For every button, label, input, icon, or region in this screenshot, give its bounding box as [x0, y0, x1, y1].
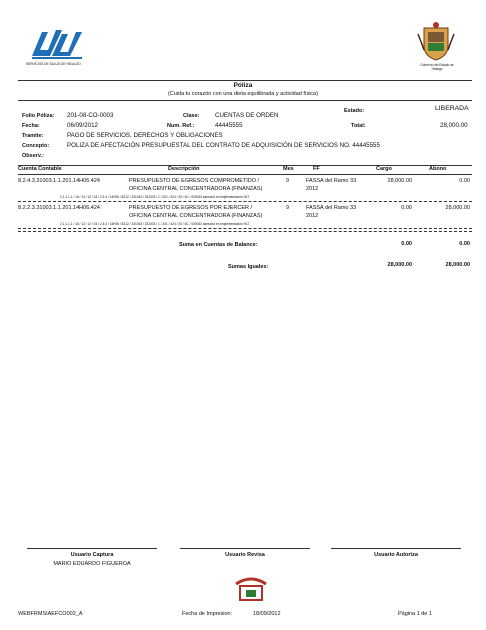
- row-desc-line1: PRESUPUESTO DE EGRESOS COMPROMETIDO /: [129, 178, 260, 184]
- row-separator: [18, 201, 472, 202]
- col-abono: Abono: [429, 166, 447, 172]
- left-logo-caption: SERVICIOS DE SALUD DE HIDALGO: [26, 62, 81, 66]
- right-logo: [416, 20, 456, 72]
- signature-line-autoriza: [331, 548, 461, 549]
- estado-value: LIBERADA: [435, 105, 469, 112]
- concepto-label: Concepto:: [22, 143, 50, 149]
- row-detail: 2.1.1.1.1 / 16 / 13 / 12 / 04 / 2.3.4 / 14H06 / 8212 / 331043 / 331003 / 1 / 201 / 424 / 25 / 6C / 000043 asesoría en implementación HLT: [60, 222, 250, 226]
- table-header-rule: [18, 174, 472, 175]
- total-label: Total:: [351, 123, 366, 129]
- balance-abono: 0.00: [459, 241, 470, 247]
- table-top-rule: [18, 165, 472, 166]
- clase-label: Clase:: [183, 113, 200, 119]
- numref-label: Num. Ref.:: [167, 123, 195, 129]
- print-date-label: Fecha de Impresion:: [182, 611, 233, 617]
- col-descripcion: Descripción: [168, 166, 200, 172]
- page-subtitle: (Cuida tu corazón con una dieta equilibrada y actividad física): [167, 91, 319, 97]
- col-mes: Mes: [283, 166, 294, 172]
- row-separator: [18, 228, 472, 229]
- row-desc-line2: OFICINA CENTRAL CONCENTRADORA (FINANZAS): [129, 213, 263, 219]
- table-bottom-rule: [18, 231, 472, 232]
- page-title: Póliza: [233, 82, 253, 89]
- row-abono: 28,000.00: [445, 205, 470, 211]
- row-ff-line2: 2012: [306, 213, 319, 219]
- row-cuenta: 8.2.2.3.31003.1.1.201.14H06.424: [18, 205, 100, 211]
- coat-of-arms-icon: [416, 20, 456, 62]
- col-cargo: Cargo: [376, 166, 392, 172]
- balance-cargo: 0.00: [401, 241, 412, 247]
- iguales-label: Sumas Iguales:: [228, 264, 269, 270]
- folio-label: Folio Póliza:: [22, 113, 55, 119]
- numref-value: 44445555: [215, 122, 243, 129]
- folio-value: 201-08-CO-0003: [67, 112, 114, 119]
- tramite-value: PAGO DE SERVICIOS, DERECHOS Y OBLIGACIONES: [67, 132, 223, 139]
- concepto-value: POLIZA DE AFECTACIÓN PRESUPUESTAL DEL CONTRATO DE ADQUISICIÓN DE SERVICIOS NO. 44445555: [67, 142, 380, 149]
- tramite-label: Tramite:: [22, 133, 44, 139]
- row-cargo: 28,000.00: [387, 178, 412, 184]
- row-cuenta: 8.2.4.3.31003.1.1.201.14H06.424: [18, 178, 100, 184]
- captura-label: Usuario Captura: [70, 552, 114, 558]
- footer-logo: [234, 574, 268, 604]
- ssh-logo-icon: [28, 22, 84, 62]
- row-ff-line2: 2012: [306, 186, 319, 192]
- total-value: 28,000.00: [440, 122, 468, 129]
- revisa-label: Usuario Revisa: [225, 552, 265, 558]
- row-desc-line1: PRESUPUESTO DE EGRESOS POR EJERCER /: [129, 205, 253, 211]
- header-rule: [18, 80, 472, 81]
- fecha-label: Fecha:: [22, 123, 40, 129]
- clase-value: CUENTAS DE ORDEN: [215, 112, 279, 119]
- autoriza-label: Usuario Autoriza: [374, 552, 418, 558]
- row-desc-line2: OFICINA CENTRAL CONCENTRADORA (FINANZAS): [129, 186, 263, 192]
- page-number: Página 1 de 1: [398, 611, 432, 617]
- left-logo: [28, 22, 84, 70]
- footer-emblem-icon: [234, 574, 268, 604]
- balance-label: Suma en Cuentas de Balance:: [179, 242, 258, 248]
- right-logo-caption: Gobierno del Estado de Hidalgo: [420, 63, 454, 71]
- row-mes: 9: [286, 178, 290, 184]
- iguales-abono: 28,000.00: [445, 262, 470, 268]
- report-id: WEBFRMSIAEFCO002_A: [18, 611, 83, 617]
- col-ff: FF: [313, 166, 320, 172]
- print-date-value: 18/09/2012: [253, 611, 281, 617]
- row-ff-line1: FASSA del Ramo 33: [306, 205, 357, 211]
- signature-line-captura: [27, 548, 157, 549]
- row-abono: 0.00: [459, 178, 470, 184]
- signature-line-revisa: [180, 548, 310, 549]
- subtitle-rule: [18, 100, 472, 101]
- row-mes: 9: [286, 205, 290, 211]
- col-cuenta: Cuenta Contable: [18, 166, 62, 172]
- fecha-value: 06/09/2012: [67, 122, 98, 129]
- row-detail: 2.1.1.1.1 / 16 / 13 / 12 / 04 / 2.3.4 / 14H06 / 8212 / 331043 / 331003 / 1 / 201 / 424 / 25 / 6C / 000043 asesoría en implementación HLT: [60, 195, 250, 199]
- captura-name: MARIO EDUARDO FIGUEROA: [53, 561, 131, 567]
- estado-label: Estado:: [344, 108, 365, 114]
- iguales-cargo: 28,000.00: [387, 262, 412, 268]
- row-cargo: 0.00: [401, 205, 412, 211]
- observ-label: Observ.:: [22, 153, 44, 159]
- row-ff-line1: FASSA del Ramo 33: [306, 178, 357, 184]
